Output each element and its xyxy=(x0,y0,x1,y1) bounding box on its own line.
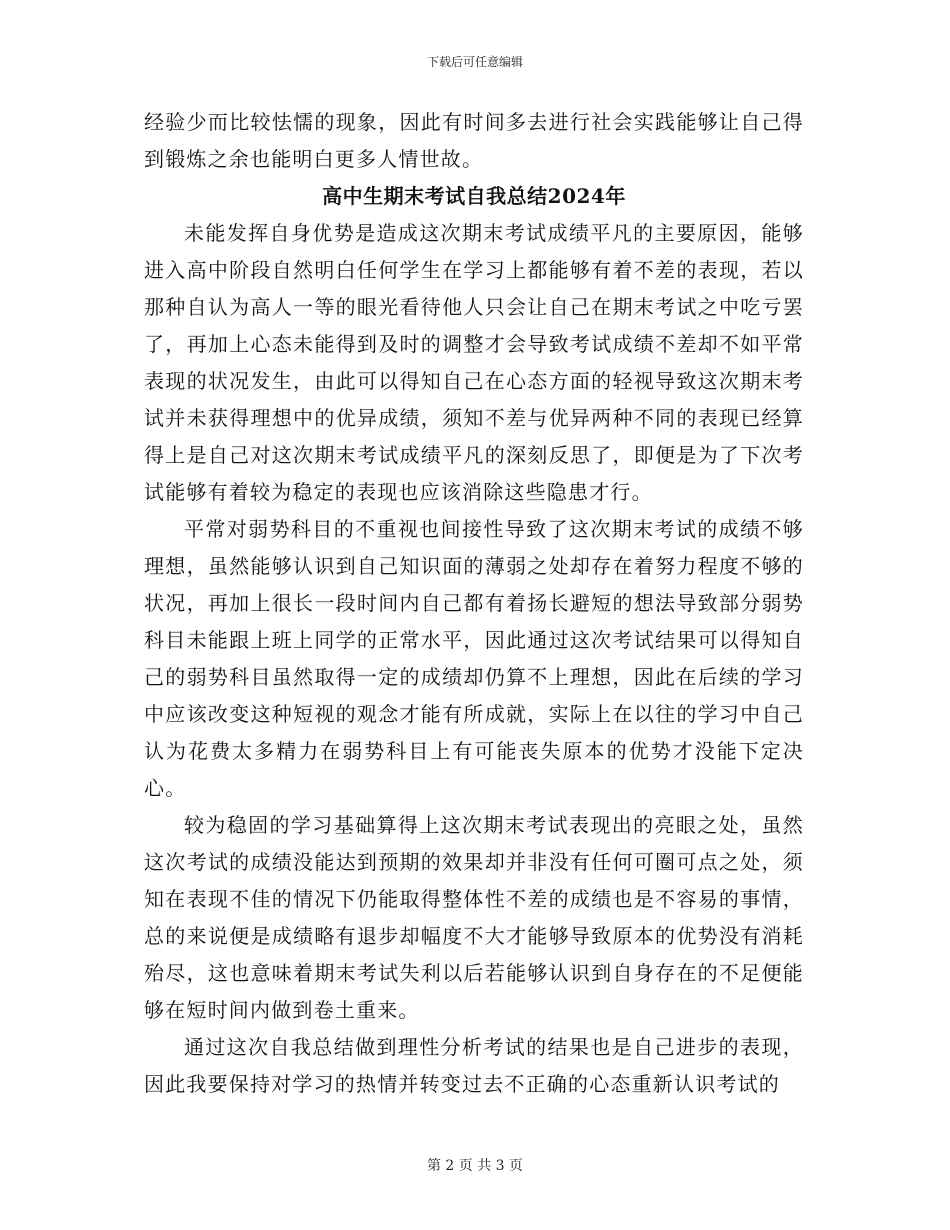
continuation-paragraph: 经验少而比较怯懦的现象，因此有时间多去进行社会实践能够让自己得到锻炼之余也能明白更多人情世故。 xyxy=(144,110,804,171)
paragraph-3: 较为稳固的学习基础算得上这次期末考试表现出的亮眼之处，虽然这次考试的成绩没能达到预期的效果却并非没有任何可圈可点之处，须知在表现不佳的情况下仍能取得整体性不差的成绩也是不容易的事情，总的来说便是成绩略有退步却幅度不大才能够导致原本的优势没有消耗殆尽，这也意味着期末考试失利以后若能够认识到自身存在的不足便能够在短时间内做到卷土重来。 xyxy=(144,813,804,1022)
page-number: 第 2 页 共 3 页 xyxy=(426,1158,524,1174)
document-body xyxy=(144,104,804,1103)
document-title: 高中生期末考试自我总结2024年 xyxy=(322,184,626,208)
paragraph-1: 未能发挥自身优势是造成这次期末考试成绩平凡的主要原因，能够进入高中阶段自然明白任何学生在学习上都能够有着不差的表现，若以那种自认为高人一等的眼光看待他人只会让自己在期末考试之中吃亏罢了，再加上心态未能得到及时的调整才会导致考试成绩不差却不如平常表现的状况发生，由此可以得知自己在心态方面的轻视导致这次期末考试并未获得理想中的优异成绩，须知不差与优异两种不同的表现已经算得上是自己对这次期末考试成绩平凡的深刻反思了，即便是为了下次考试能够有着较为稳定的表现也应该消除这些隐患才行。 xyxy=(144,221,804,504)
paragraph-4: 通过这次自我总结做到理性分析考试的结果也是自己进步的表现，因此我要保持对学习的热情并转变过去不正确的心态重新认识考试的 xyxy=(144,1035,804,1096)
paragraph-2: 平常对弱势科目的不重视也间接性导致了这次期末考试的成绩不够理想，虽然能够认识到自己知识面的薄弱之处却存在着努力程度不够的状况，再加上很长一段时间内自己都有着扬长避短的想法导致部分弱势科目未能跟上班上同学的正常水平，因此通过这次考试结果可以得知自己的弱势科目虽然取得一定的成绩却仍算不上理想，因此在后续的学习中应该改变这种短视的观念才能有所成就，实际上在以往的学习中自己认为花费太多精力在弱势科目上有可能丧失原本的优势才没能下定决心。 xyxy=(144,517,804,800)
page-footer xyxy=(0,1157,950,1175)
header-note: 下载后可任意编辑 xyxy=(426,55,523,69)
